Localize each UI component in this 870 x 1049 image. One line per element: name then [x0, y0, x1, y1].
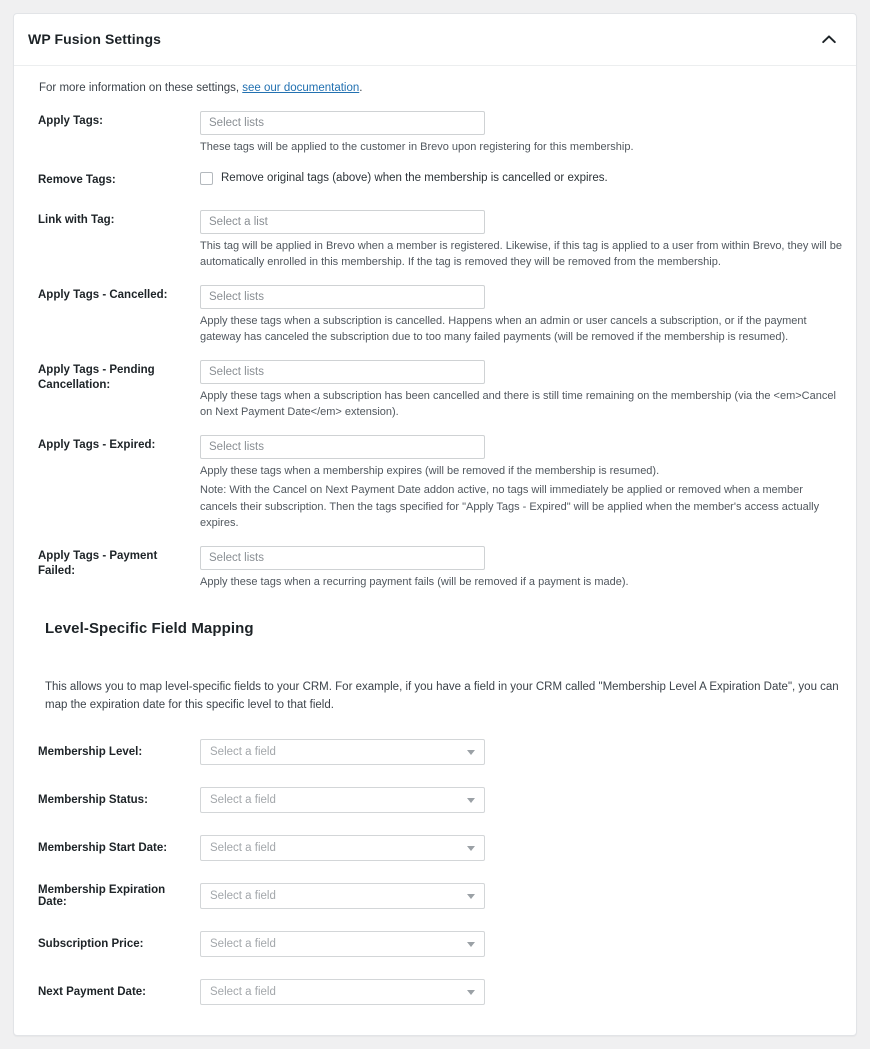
- field-row-apply-tags: [25, 111, 842, 156]
- field-row-apply-tags-expired: [25, 435, 842, 532]
- placeholder-text: Select a field: [210, 794, 276, 807]
- field-control: [195, 883, 842, 909]
- placeholder-text: Select lists: [209, 290, 264, 303]
- remove-tags-checkbox-row: [200, 170, 842, 187]
- panel-body: [14, 66, 856, 1035]
- field-control: [195, 360, 842, 421]
- apply-tags-pending-cancellation-input[interactable]: [200, 360, 485, 384]
- field-label: Membership Status:: [38, 794, 148, 807]
- field-control: [195, 435, 842, 532]
- chevron-down-icon: [467, 894, 475, 899]
- field-mapping-title: Level-Specific Field Mapping: [45, 620, 254, 638]
- chevron-down-icon: [467, 798, 475, 803]
- placeholder-text: Select a field: [210, 746, 276, 759]
- field-row-link-with-tag: [25, 210, 842, 271]
- link-with-tag-input[interactable]: [200, 210, 485, 234]
- membership-status-select[interactable]: [200, 787, 485, 813]
- placeholder-text: Select a field: [210, 938, 276, 951]
- chevron-up-icon: [822, 32, 836, 47]
- field-control: [195, 979, 842, 1005]
- field-row-membership-status: [25, 787, 842, 813]
- apply-tags-input[interactable]: [200, 111, 485, 135]
- field-control: [195, 787, 842, 813]
- field-label: Apply Tags - Expired:: [38, 438, 156, 451]
- field-description: Apply these tags when a recurring payment fails (will be removed if a payment is made).: [200, 575, 629, 588]
- intro-suffix: .: [359, 82, 363, 94]
- checkbox-label[interactable]: Remove original tags (above) when the membership is cancelled or expires.: [221, 171, 608, 184]
- field-label: Apply Tags - Payment Failed:: [38, 549, 158, 578]
- subscription-price-select[interactable]: [200, 931, 485, 957]
- chevron-down-icon: [467, 990, 475, 995]
- field-row-membership-expiration-date: [25, 883, 842, 909]
- apply-tags-payment-failed-input[interactable]: [200, 546, 485, 570]
- field-description: Apply these tags when a subscription is cancelled. Happens when an admin or user cancels a subscription, or if the payment gateway has canceled the subscription due to too many failed payments (will be removed if the membership is resumed).: [200, 314, 807, 344]
- field-row-apply-tags-cancelled: [25, 285, 842, 346]
- next-payment-date-select[interactable]: [200, 979, 485, 1005]
- field-row-apply-tags-payment-failed: [25, 546, 842, 591]
- field-label: Membership Start Date:: [38, 842, 168, 855]
- field-control: [195, 111, 842, 156]
- page-title: WP Fusion Settings: [28, 30, 161, 47]
- field-label: Subscription Price:: [38, 938, 144, 951]
- placeholder-text: Select a field: [210, 986, 276, 999]
- field-description: These tags will be applied to the customer in Brevo upon registering for this membership.: [200, 141, 634, 154]
- intro-text: [39, 80, 842, 97]
- placeholder-text: Select lists: [209, 551, 264, 564]
- remove-tags-checkbox[interactable]: [200, 172, 213, 185]
- apply-tags-cancelled-input[interactable]: [200, 285, 485, 309]
- field-row-subscription-price: [25, 931, 842, 957]
- field-control: [195, 835, 842, 861]
- intro-prefix: For more information on these settings,: [39, 82, 243, 94]
- membership-expiration-date-select[interactable]: [200, 883, 485, 909]
- chevron-down-icon: [467, 750, 475, 755]
- placeholder-text: Select lists: [209, 440, 264, 453]
- placeholder-text: Select lists: [209, 117, 264, 130]
- placeholder-text: Select lists: [209, 365, 264, 378]
- field-control: [195, 170, 842, 187]
- field-control: [195, 739, 842, 765]
- field-control: [195, 210, 842, 271]
- field-description: This tag will be applied in Brevo when a member is registered. Likewise, if this tag is applied to a user from within Brevo, they will be automatically enrolled in this membership. If the tag is removed they will be removed from the membership.: [200, 239, 842, 269]
- field-label: Apply Tags - Pending Cancellation:: [38, 363, 155, 392]
- field-label: Remove Tags:: [38, 173, 116, 186]
- panel-header: [14, 14, 856, 66]
- apply-tags-expired-input[interactable]: [200, 435, 485, 459]
- field-row-next-payment-date: [25, 979, 842, 1005]
- field-label: Membership Expiration Date:: [38, 884, 166, 909]
- field-control: [195, 931, 842, 957]
- field-description: Apply these tags when a subscription has been cancelled and there is still time remaining on the membership (via the <em>Cancel on Next Payment Date</em> extension).: [200, 389, 836, 419]
- field-description-note: Note: With the Cancel on Next Payment Date addon active, no tags will immediately be applied or removed when a member cancels their subscription. Then the tags specified for "Apply Tags - Expired" will be applied when the member's access actually expires.: [200, 484, 820, 530]
- membership-start-date-select[interactable]: [200, 835, 485, 861]
- membership-level-select[interactable]: [200, 739, 485, 765]
- placeholder-text: Select a field: [210, 890, 276, 903]
- field-control: [195, 546, 842, 591]
- wp-fusion-settings-panel: [13, 13, 857, 1036]
- field-row-membership-level: [25, 739, 842, 765]
- field-row-apply-tags-pending-cancellation: [25, 360, 842, 421]
- field-label: Apply Tags - Cancelled:: [38, 288, 168, 301]
- field-label: Next Payment Date:: [38, 986, 147, 999]
- placeholder-text: Select a list: [209, 215, 268, 228]
- field-row-membership-start-date: [25, 835, 842, 861]
- placeholder-text: Select a field: [210, 842, 276, 855]
- field-control: [195, 285, 842, 346]
- field-description: Apply these tags when a membership expires (will be removed if the membership is resumed).: [200, 464, 660, 477]
- field-mapping-description: This allows you to map level-specific fields to your CRM. For example, if you have a field in your CRM called "Membership Level A Expiration Date", you can map the expiration date for this specific level to that field.: [45, 681, 839, 712]
- field-label: Membership Level:: [38, 746, 143, 759]
- field-row-remove-tags: [25, 170, 842, 188]
- chevron-down-icon: [467, 942, 475, 947]
- field-label: Link with Tag:: [38, 213, 115, 226]
- documentation-link[interactable]: see our documentation: [242, 82, 360, 94]
- chevron-down-icon: [467, 846, 475, 851]
- field-label: Apply Tags:: [38, 115, 103, 128]
- panel-toggle-button[interactable]: [816, 27, 842, 53]
- field-mapping-section: [25, 620, 842, 1005]
